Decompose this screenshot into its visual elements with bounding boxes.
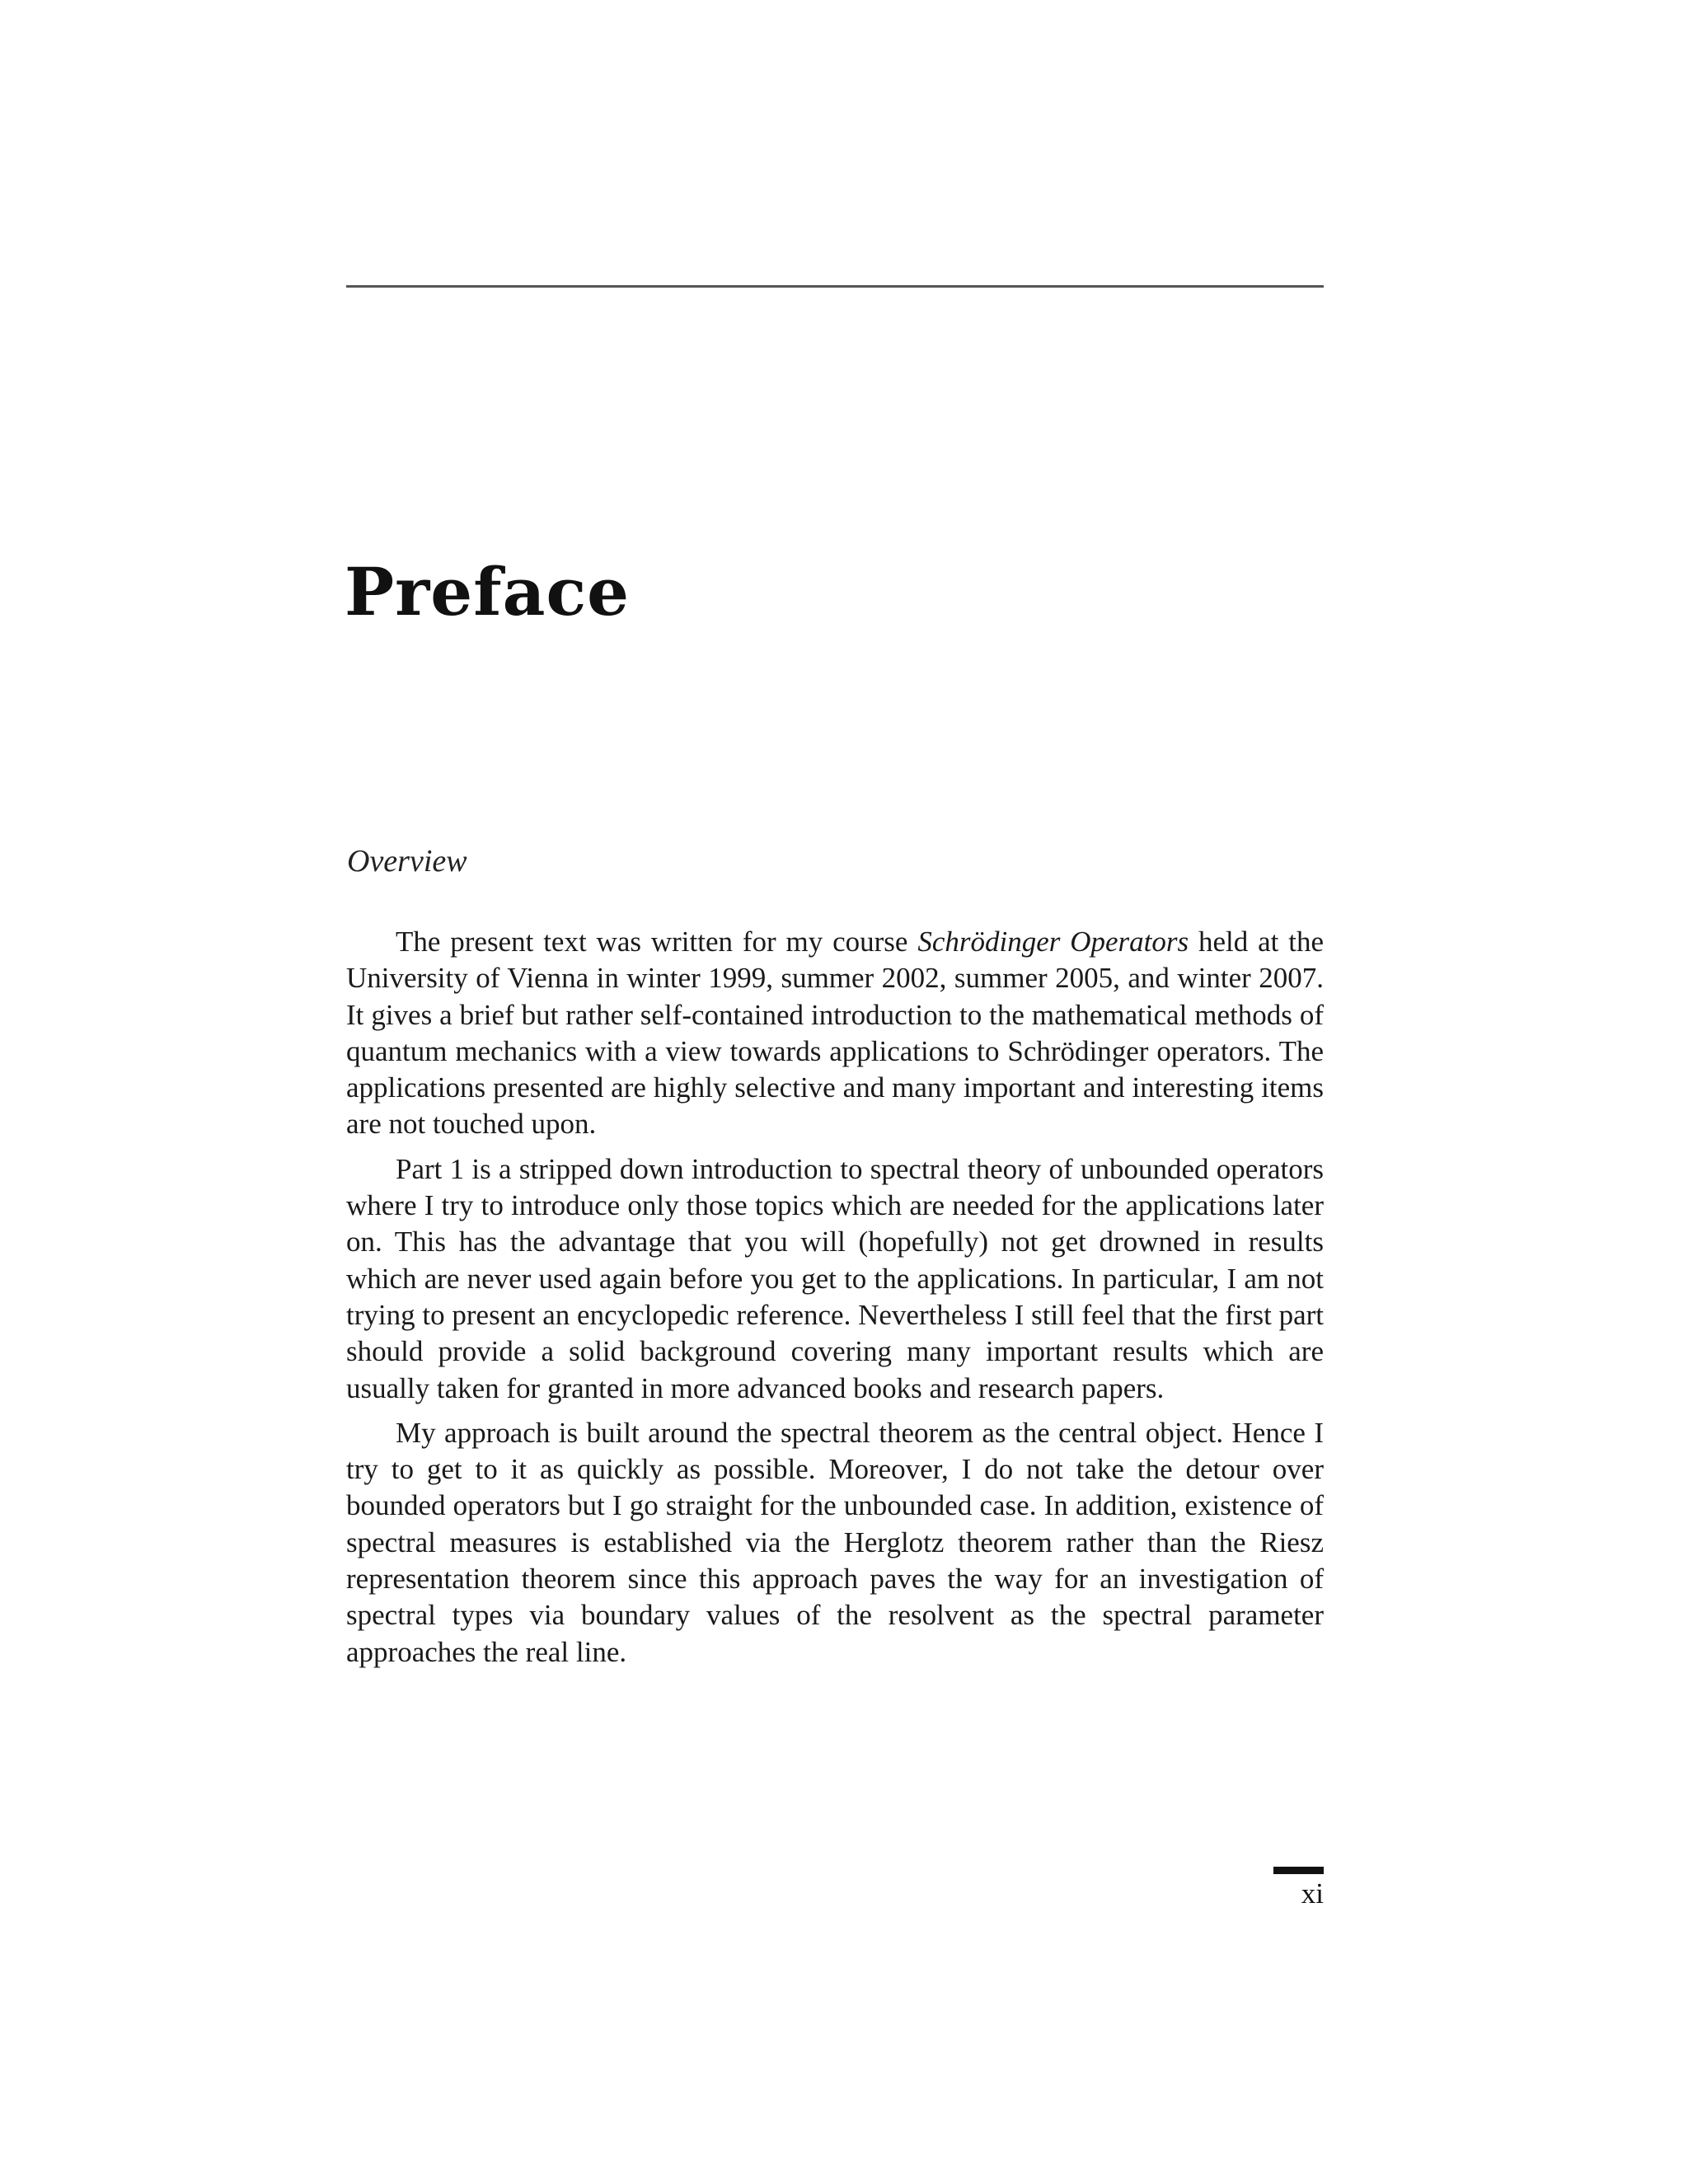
paragraph-1-lead: The present text was written for my course: [396, 926, 918, 958]
section-heading: Overview: [347, 844, 467, 879]
page-number: xi: [1301, 1877, 1324, 1910]
paragraph-1-rest: held at the University of Vienna in winter 1999, summer 2002, summer 2005, and winter 2007. It gives a brief but rather self-contained introduction to the mathematical methods of quantum mechanics with a view towards applications to Schrödinger operators. The applications presented are highly selective and many important and interesting items are not touched upon.: [346, 926, 1324, 1141]
course-title: Schrödinger Operators: [917, 926, 1189, 958]
paragraph-1: [346, 924, 1324, 1143]
paragraph-2: Part 1 is a stripped down introduction to spectral theory of unbounded operators where I try to introduce only those topics which are needed for the applications later on. This has the advantage that you will (hopefully) not get drowned in results which are never used again before you get to the applications. In particular, I am not trying to present an encyclopedic reference. Nevertheless I still feel that the first part should provide a solid background covering many important results which are usually taken for granted in more advanced books and research papers.: [346, 1152, 1324, 1404]
paragraph-3: My approach is built around the spectral theorem as the central object. Hence I try to get to it as quickly as possible. Moreover, I do not take the detour over bounded operators but I go straight for the unbounded case. In addition, existence of spectral measures is established via the Herglotz theorem rather than the Riesz representation theorem since this approach paves the way for an investigation of spectral types via boundary values of the resolvent as the spectral parameter approaches the real line.: [346, 1416, 1324, 1668]
chapter-title: Preface: [345, 553, 631, 630]
body-text: [346, 924, 1324, 1679]
page-number-bar: [1273, 1867, 1324, 1874]
header-rule: [346, 285, 1324, 288]
